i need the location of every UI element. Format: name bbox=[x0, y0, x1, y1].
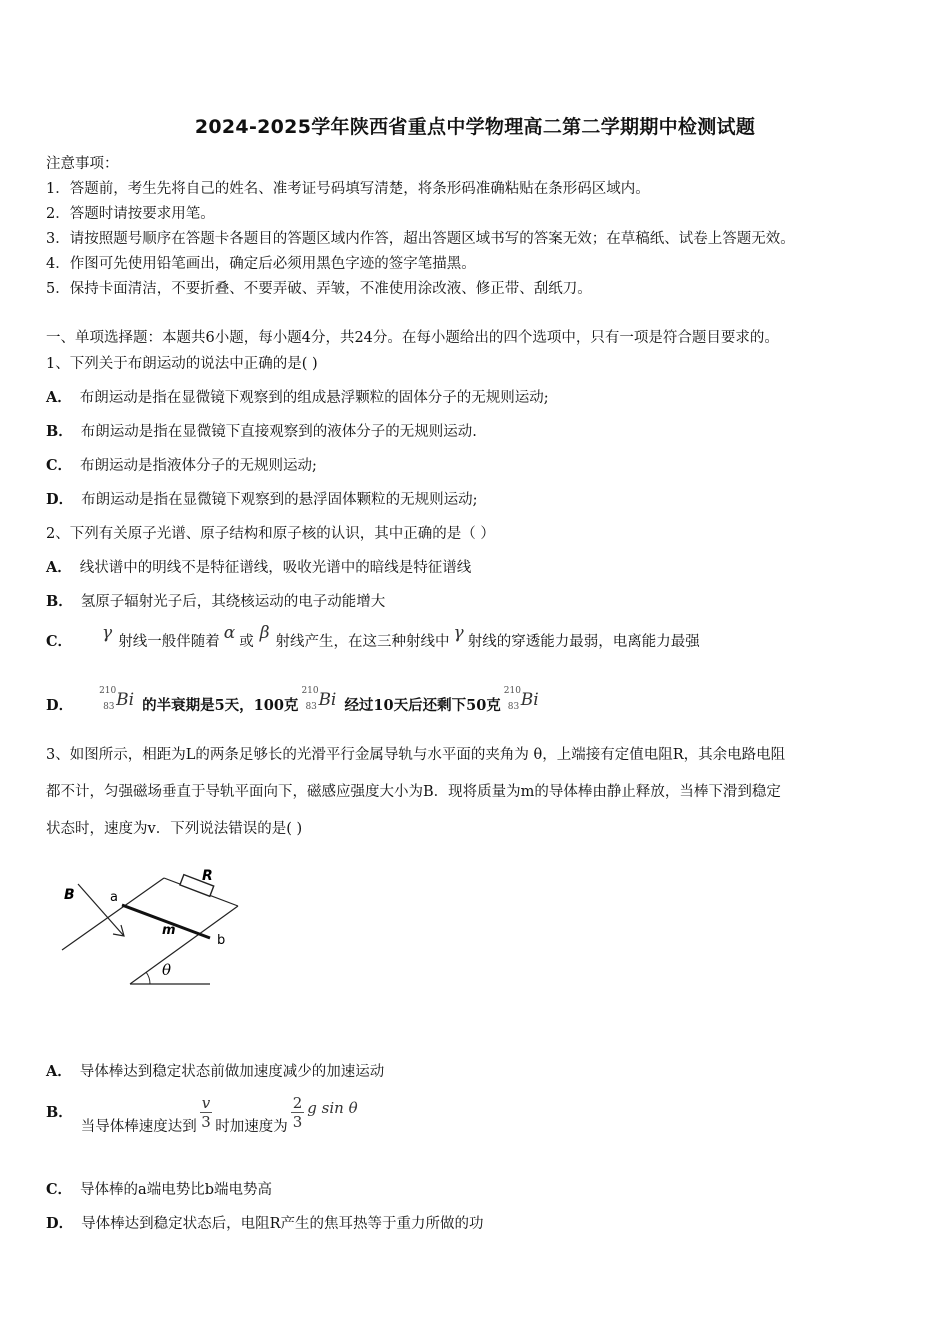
option-text: 射线产生，在这三种射线中 bbox=[275, 634, 450, 650]
q1-option-c bbox=[46, 454, 317, 475]
notice-item-2: 2．答题时请按要求用笔。 bbox=[46, 206, 215, 222]
option-letter: D． bbox=[46, 491, 74, 508]
notice-heading: 注意事项： bbox=[46, 156, 119, 172]
option-letter: B． bbox=[46, 593, 73, 610]
label-b-field: B bbox=[64, 887, 75, 903]
isotope-atomic-number: 83 bbox=[305, 702, 317, 712]
label-m: m bbox=[162, 923, 176, 938]
notice-item-4: 4．作图可先使用铅笔画出，确定后必须用黑色字迹的签字笔描黑。 bbox=[46, 256, 476, 272]
isotope-bi-210 bbox=[503, 686, 544, 714]
isotope-atomic-number: 83 bbox=[507, 702, 520, 712]
option-text: 的半衰期是5天，100克 bbox=[142, 697, 299, 714]
isotope-symbol: Bi bbox=[116, 690, 135, 710]
option-text: 线状谱中的明线不是特征谱线，吸收光谱中的暗线是特征谱线 bbox=[79, 560, 472, 576]
notice-item-1: 1．答题前，考生先将自己的姓名、准考证号码填写清楚，将条形码准确粘贴在条形码区域内。 bbox=[46, 181, 650, 197]
q3-option-b bbox=[46, 1094, 358, 1135]
option-letter: C． bbox=[46, 1181, 73, 1198]
q3-stem-line-1: 3、如图所示，相距为L的两条足够长的光滑平行金属导轨与水平面的夹角为 θ，上端接有定值电阻R，其余电路电阻 bbox=[46, 747, 786, 763]
beta-symbol: β bbox=[259, 623, 270, 643]
label-a: a bbox=[110, 890, 118, 905]
g-sin-theta: g sin θ bbox=[307, 1098, 358, 1117]
q2-option-c bbox=[46, 623, 700, 651]
q1-stem: 1、下列关于布朗运动的说法中正确的是( ) bbox=[46, 356, 318, 372]
isotope-atomic-number: 83 bbox=[103, 702, 115, 712]
q2-option-b bbox=[46, 590, 385, 611]
isotope-symbol: Bi bbox=[520, 690, 539, 710]
gamma-symbol: γ bbox=[453, 623, 464, 643]
option-text: 时加速度为 bbox=[215, 1118, 288, 1135]
option-letter: A． bbox=[46, 559, 72, 576]
isotope-bi-210 bbox=[99, 686, 139, 714]
page-title: 2024-2025学年陕西省重点中学物理高二第二学期期中检测试题 bbox=[194, 116, 756, 138]
notice-item-5: 5．保持卡面清洁，不要折叠、不要弄破、弄皱，不准使用涂改液、修正带、刮纸刀。 bbox=[46, 281, 592, 297]
option-text: 射线的穿透能力最弱，电离能力最强 bbox=[467, 634, 700, 650]
q1-option-d bbox=[46, 488, 477, 509]
gamma-symbol: γ bbox=[102, 623, 113, 643]
option-letter: B． bbox=[46, 1103, 73, 1121]
angle-arc bbox=[146, 972, 150, 984]
option-text: 射线一般伴随着 bbox=[118, 634, 220, 650]
option-letter: B． bbox=[46, 423, 73, 440]
option-letter: A． bbox=[46, 389, 72, 406]
fraction-numerator: v bbox=[201, 1094, 211, 1112]
q2-option-d bbox=[46, 686, 547, 715]
label-b-end: b bbox=[217, 933, 226, 948]
option-text: 当导体棒速度达到 bbox=[80, 1118, 197, 1135]
option-text: 布朗运动是指在显微镜下观察到的悬浮固体颗粒的无规则运动; bbox=[81, 492, 478, 508]
q3-option-d bbox=[46, 1212, 484, 1233]
notice-item-3: 3．请按照题号顺序在答题卡各题目的答题区域内作答，超出答题区域书写的答案无效；在草稿纸、试卷上答题无效。 bbox=[46, 231, 795, 247]
option-text: 经过10天后还剩下50克 bbox=[344, 697, 501, 714]
incline-rail-figure bbox=[58, 858, 258, 998]
option-text: 布朗运动是指在显微镜下直接观察到的液体分子的无规则运动. bbox=[80, 424, 477, 440]
alpha-symbol: α bbox=[223, 623, 236, 643]
q1-option-b bbox=[46, 420, 477, 441]
isotope-mass-number: 210 bbox=[301, 686, 319, 696]
isotope-symbol: Bi bbox=[318, 690, 337, 710]
label-r: R bbox=[202, 868, 213, 884]
option-text: 氢原子辐射光子后，其绕核运动的电子动能增大 bbox=[80, 594, 386, 610]
option-letter: A． bbox=[46, 1063, 72, 1080]
q2-stem: 2、下列有关原子光谱、原子结构和原子核的认识，其中正确的是（ ） bbox=[46, 526, 495, 542]
q3-stem-line-3: 状态时，速度为v．下列说法错误的是( ) bbox=[46, 821, 303, 837]
q1-option-a bbox=[46, 386, 549, 407]
q3-option-c bbox=[46, 1178, 272, 1199]
option-letter: C． bbox=[46, 457, 73, 474]
option-text: 导体棒达到稳定状态前做加速度减少的加速运动 bbox=[79, 1064, 385, 1080]
option-text: 或 bbox=[239, 634, 254, 650]
fraction-denominator: 3 bbox=[201, 1113, 211, 1131]
isotope-mass-number: 210 bbox=[99, 686, 117, 696]
q2-option-a bbox=[46, 556, 471, 577]
option-letter: D． bbox=[46, 1215, 74, 1232]
fraction-denominator: 3 bbox=[292, 1113, 303, 1131]
option-letter: D． bbox=[46, 697, 74, 714]
isotope-bi-210 bbox=[301, 686, 341, 714]
option-text: 布朗运动是指在显微镜下观察到的组成悬浮颗粒的固体分子的无规则运动; bbox=[79, 390, 549, 406]
section-heading: 一、单项选择题：本题共6小题，每小题4分，共24分。在每小题给出的四个选项中，只有一项是符合题目要求的。 bbox=[46, 330, 779, 346]
option-text: 布朗运动是指液体分子的无规则运动; bbox=[80, 458, 317, 474]
label-theta: θ bbox=[162, 961, 172, 979]
fraction-two-thirds bbox=[291, 1094, 305, 1131]
option-text: 导体棒的a端电势比b端电势高 bbox=[80, 1182, 272, 1198]
option-letter: C． bbox=[46, 633, 73, 650]
fraction-numerator: 2 bbox=[292, 1094, 303, 1112]
fraction-v-over-3 bbox=[200, 1094, 212, 1131]
q3-stem-line-2: 都不计，匀强磁场垂直于导轨平面向下，磁感应强度大小为B．现将质量为m的导体棒由静止释放，当棒下滑到稳定 bbox=[46, 784, 781, 800]
option-text: 导体棒达到稳定状态后，电阻R产生的焦耳热等于重力所做的功 bbox=[81, 1216, 484, 1232]
isotope-mass-number: 210 bbox=[503, 686, 521, 696]
q3-option-a bbox=[46, 1060, 384, 1081]
